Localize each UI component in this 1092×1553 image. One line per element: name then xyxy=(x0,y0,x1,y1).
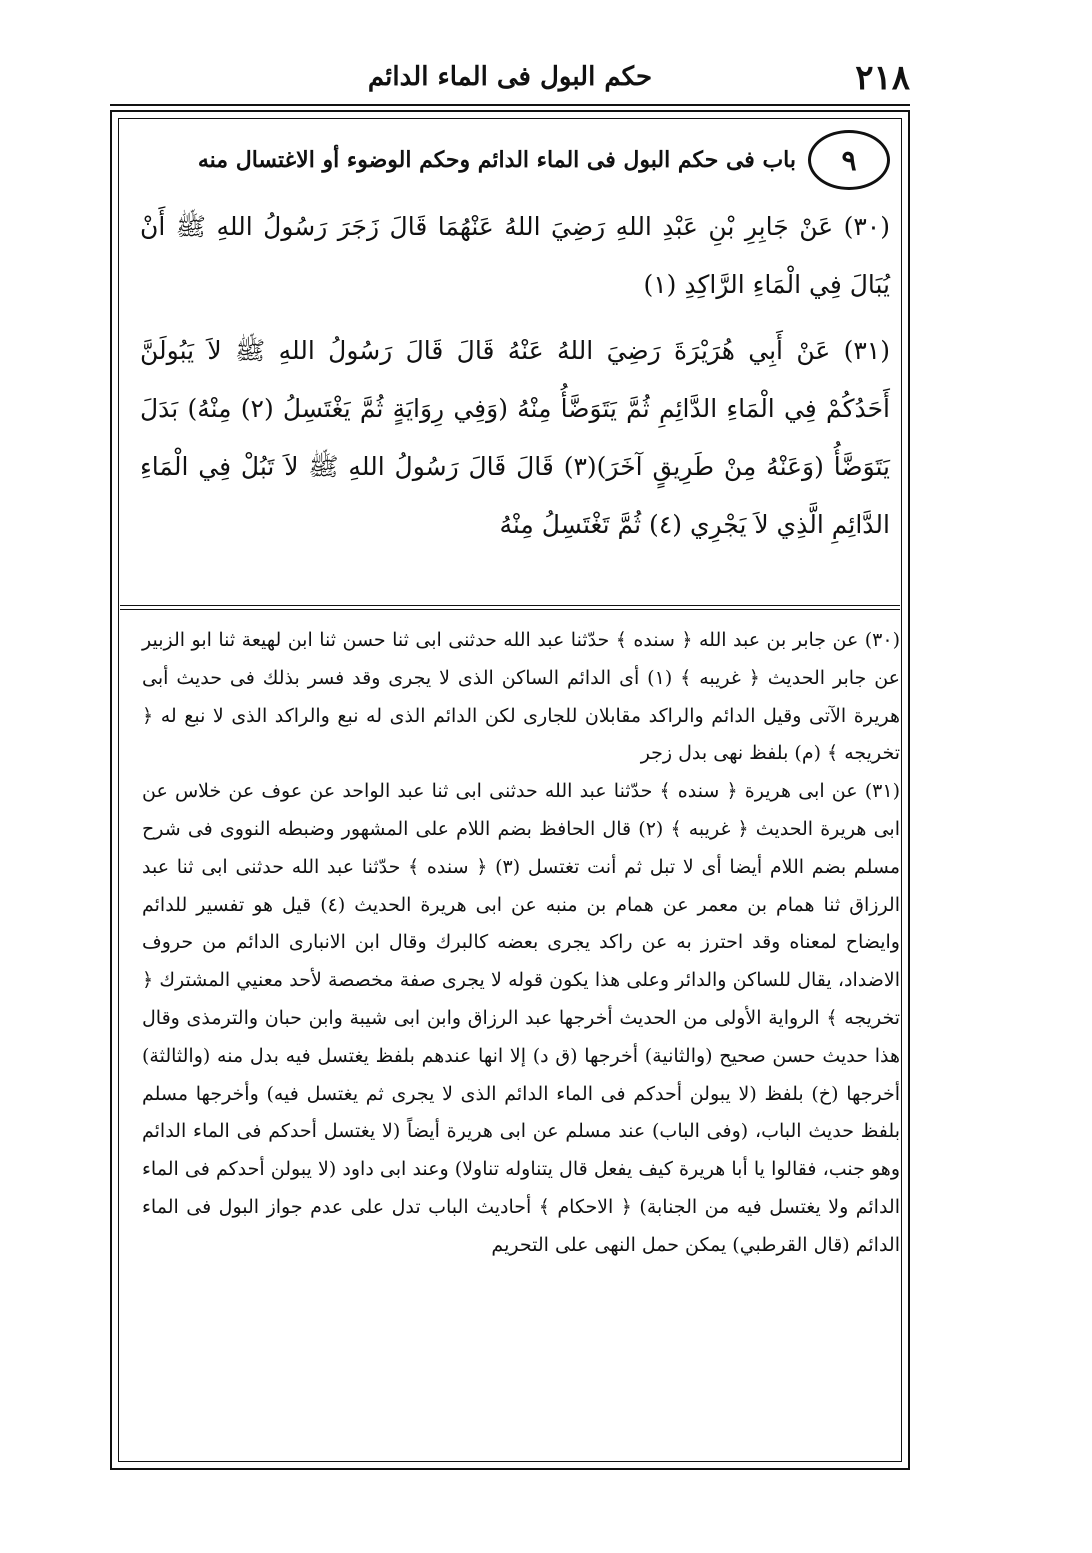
section-divider xyxy=(120,605,900,610)
page-number: ٢١٨ xyxy=(855,58,910,98)
chapter-number-badge: ٩ xyxy=(808,130,890,190)
running-title: حكم البول فى الماء الدائم xyxy=(367,62,653,92)
commentary-text xyxy=(142,622,900,1265)
chapter-title: باب فى حكم البول فى الماء الدائم وحكم الوضوء أو الاغتسال منه xyxy=(197,147,796,173)
hadith-30: (٣٠) عَنْ جَابِرِ بْنِ عَبْدِ اللهِ رَضِيَ اللهُ عَنْهُمَا قَالَ زَجَرَ رَسُولُ اللهِ ﷺ أَنْ يُبَالَ فِي الْمَاءِ الرَّاكِدِ (١) xyxy=(140,212,890,299)
chapter-heading xyxy=(130,130,890,190)
header-rule xyxy=(110,104,910,106)
hadith-31: (٣١) عَنْ أَبِي هُرَيْرَةَ رَضِيَ اللهُ عَنْهُ قَالَ قَالَ رَسُولُ اللهِ ﷺ لاَ يَبُولَنَّ أَحَدُكُمْ فِي الْمَاءِ الدَّائِمِ ثُمَّ يَتَوَضَّأُ مِنْهُ (وَفِي رِوَايَةٍ ثُمَّ يَغْتَسِلُ (٢) مِنْهُ) بَدَلَ يَتَوَضَّأُ (وَعَنْهُ مِنْ طَرِيقٍ آخَرَ)(٣) قَالَ قَالَ رَسُولُ اللهِ ﷺ لاَ تَبُلْ فِي الْمَاءِ الدَّائِمِ الَّذِي لاَ يَجْرِي (٤) ثُمَّ تَغْتَسِلُ مِنْهُ xyxy=(140,336,891,539)
commentary-30: (٣٠) عن جابر بن عبد الله ﴿ سنده ﴾ حدّثنا عبد الله حدثنى ابى ثنا حسن ثنا ابن لهيعة ثنا ابو الزبير عن جابر الحديث ﴿ غريبه ﴾ (١) أى الدائم الساكن الذى لا يجرى وقد فسر بذلك فى حديث أبى هريرة الآتى وقيل الدائم والراكد مقابلان للجارى لكن الدائم الذى له نبع والراكد الذى لا نبع له ﴿ تخريجه ﴾ (م) بلفظ نهى بدل زجر xyxy=(142,629,900,765)
commentary-31: (٣١) عن ابى هريرة ﴿ سنده ﴾ حدّثنا عبد الله حدثنى ابى ثنا عبد الواحد عن عوف عن خلاس عن ابى هريرة الحديث ﴿ غريبه ﴾ (٢) قال الحافظ بضم اللام على المشهور وضبطه النووى فى شرح مسلم بضم اللام أيضا أى لا تبل ثم أنت تغتسل (٣) ﴿ سنده ﴾ حدّثنا عبد الله حدثنى ابى ثنا عبد الرزاق ثنا همام بن معمر عن همام بن منبه عن ابى هريرة الحديث (٤) قيل هو تفسير للدائم وايضاح لمعناه وقد احترز به عن راكد يجرى بعضه كالبرك وقال ابن الانبارى الدائم من حروف الاضداد، يقال للساكن والدائر وعلى هذا يكون قوله لا يجرى صفة مخصصة لأحد معنيي المشترك ﴿ تخريجه ﴾ الرواية الأولى من الحديث أخرجها عبد الرزاق وابن ابى شيبة وابن حبان والترمذى وقال هذا حديث حسن صحيح (والثانية) أخرجها (ق د) إلا انها عندهم بلفظ يغتسل فيه بدل منه (والثالثة) أخرجها (خ) بلفظ (لا يبولن أحدكم فى الماء الدائم الذى لا يجرى ثم يغتسل فيه) وأخرجها مسلم بلفظ حديث الباب، (وفى الباب) عند مسلم عن ابى هريرة أيضاً (لا يغتسل أحدكم فى الماء الدائم وهو جنب، فقالوا يا أبا هريرة كيف يفعل قال يتناوله تناولا) وعند ابى داود (لا يبولن أحدكم فى الماء الدائم ولا يغتسل فيه من الجنابة) ﴿ الاحكام ﴾ أحاديث الباب تدل على عدم جواز البول فى الماء الدائم (قال القرطبي) يمكن حمل النهى على التحريم xyxy=(142,780,900,1256)
page-header xyxy=(110,58,910,104)
hadith-text xyxy=(140,198,890,562)
